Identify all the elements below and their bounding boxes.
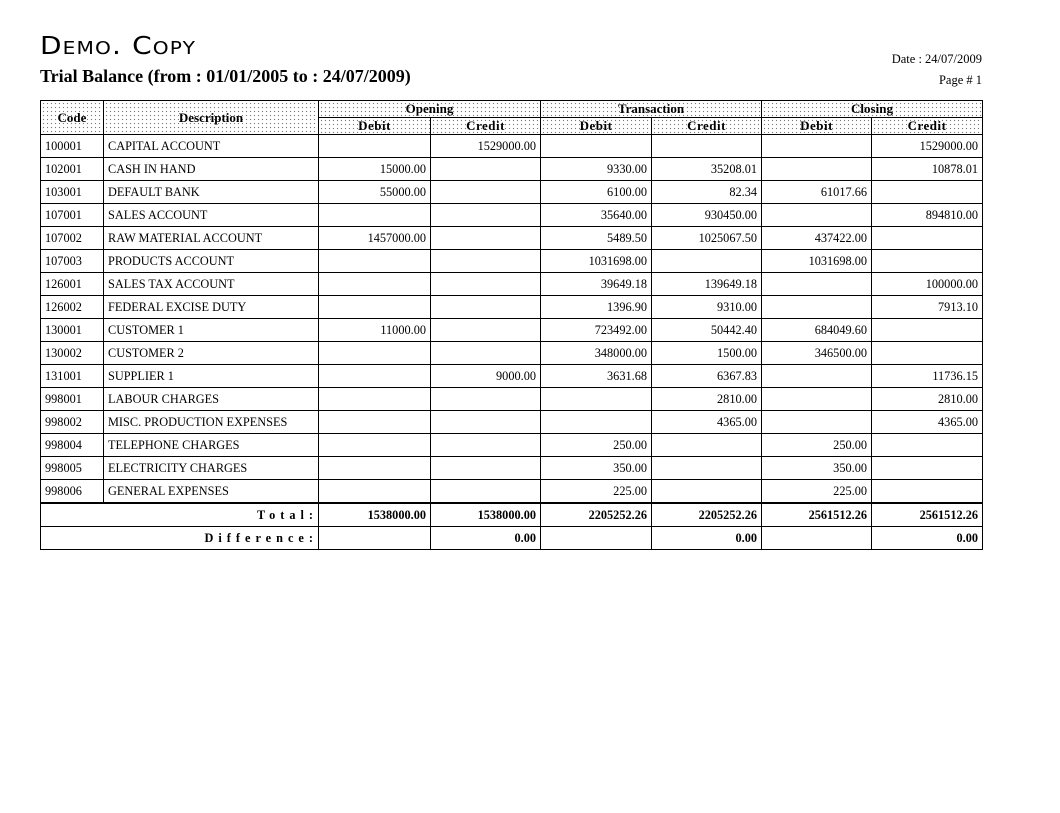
account-code: 130001 [41, 319, 104, 342]
transaction-debit: 350.00 [541, 457, 652, 480]
transaction-credit: 82.34 [652, 181, 762, 204]
opening-debit [319, 365, 431, 388]
account-description: TELEPHONE CHARGES [104, 434, 319, 457]
closing-credit: 1529000.00 [872, 135, 983, 158]
table-row [41, 434, 983, 457]
transaction-credit: 35208.01 [652, 158, 762, 181]
closing-credit: 11736.15 [872, 365, 983, 388]
opening-debit [319, 204, 431, 227]
transaction-debit: 1031698.00 [541, 250, 652, 273]
opening-debit [319, 457, 431, 480]
account-description: SALES ACCOUNT [104, 204, 319, 227]
closing-debit: 684049.60 [762, 319, 872, 342]
account-code: 998001 [41, 388, 104, 411]
transaction-credit: 4365.00 [652, 411, 762, 434]
transaction-debit: 5489.50 [541, 227, 652, 250]
opening-debit [319, 434, 431, 457]
transaction-debit: 723492.00 [541, 319, 652, 342]
page-number: Page # 1 [938, 73, 982, 87]
total-label: Total: [41, 503, 319, 527]
account-description: CASH IN HAND [104, 158, 319, 181]
opening-credit [431, 250, 541, 273]
account-description: CUSTOMER 1 [104, 319, 319, 342]
account-description: PRODUCTS ACCOUNT [104, 250, 319, 273]
difference-opening-debit [319, 527, 431, 550]
opening-debit [319, 250, 431, 273]
transaction-debit: 39649.18 [541, 273, 652, 296]
table-row [41, 181, 983, 204]
closing-debit: 61017.66 [762, 181, 872, 204]
account-description: CUSTOMER 2 [104, 342, 319, 365]
transaction-credit [652, 457, 762, 480]
opening-credit [431, 158, 541, 181]
account-code: 998005 [41, 457, 104, 480]
opening-debit [319, 388, 431, 411]
account-description: SUPPLIER 1 [104, 365, 319, 388]
transaction-debit: 225.00 [541, 480, 652, 504]
closing-credit: 2810.00 [872, 388, 983, 411]
closing-credit: 10878.01 [872, 158, 983, 181]
difference-transaction-credit: 0.00 [652, 527, 762, 550]
transaction-credit [652, 135, 762, 158]
opening-debit: 1457000.00 [319, 227, 431, 250]
opening-credit [431, 457, 541, 480]
total-closing-credit: 2561512.26 [872, 503, 983, 527]
closing-debit [762, 135, 872, 158]
account-description: CAPITAL ACCOUNT [104, 135, 319, 158]
table-row [41, 227, 983, 250]
account-code: 107001 [41, 204, 104, 227]
difference-label: Difference: [41, 527, 319, 550]
transaction-debit: 348000.00 [541, 342, 652, 365]
opening-debit [319, 135, 431, 158]
closing-credit [872, 342, 983, 365]
closing-credit: 7913.10 [872, 296, 983, 319]
table-row [41, 342, 983, 365]
closing-credit [872, 181, 983, 204]
account-code: 998004 [41, 434, 104, 457]
transaction-credit: 139649.18 [652, 273, 762, 296]
opening-debit [319, 411, 431, 434]
closing-credit [872, 434, 983, 457]
account-code: 998002 [41, 411, 104, 434]
transaction-debit-header: Debit [541, 118, 652, 135]
transaction-debit: 3631.68 [541, 365, 652, 388]
opening-credit-header: Credit [431, 118, 541, 135]
total-opening-credit: 1538000.00 [431, 503, 541, 527]
transaction-debit: 9330.00 [541, 158, 652, 181]
table-footer [41, 503, 983, 550]
closing-credit [872, 480, 983, 504]
total-closing-debit: 2561512.26 [762, 503, 872, 527]
table-row [41, 480, 983, 504]
closing-debit: 350.00 [762, 457, 872, 480]
opening-credit [431, 434, 541, 457]
table-row [41, 250, 983, 273]
difference-closing-debit [762, 527, 872, 550]
transaction-credit: 1025067.50 [652, 227, 762, 250]
closing-debit: 437422.00 [762, 227, 872, 250]
closing-debit [762, 388, 872, 411]
account-code: 107002 [41, 227, 104, 250]
transaction-credit [652, 480, 762, 504]
account-code: 126002 [41, 296, 104, 319]
account-description: GENERAL EXPENSES [104, 480, 319, 504]
transaction-credit [652, 434, 762, 457]
closing-debit [762, 158, 872, 181]
transaction-credit: 930450.00 [652, 204, 762, 227]
account-description: LABOUR CHARGES [104, 388, 319, 411]
transaction-debit [541, 411, 652, 434]
closing-debit [762, 296, 872, 319]
closing-debit [762, 365, 872, 388]
opening-debit [319, 273, 431, 296]
transaction-credit: 1500.00 [652, 342, 762, 365]
closing-credit [872, 319, 983, 342]
transaction-credit: 6367.83 [652, 365, 762, 388]
closing-credit [872, 457, 983, 480]
transaction-debit [541, 388, 652, 411]
account-code: 131001 [41, 365, 104, 388]
opening-credit: 1529000.00 [431, 135, 541, 158]
table-row [41, 158, 983, 181]
difference-opening-credit: 0.00 [431, 527, 541, 550]
opening-header: Opening [319, 101, 541, 118]
account-description: FEDERAL EXCISE DUTY [104, 296, 319, 319]
closing-debit: 346500.00 [762, 342, 872, 365]
transaction-debit [541, 135, 652, 158]
transaction-debit: 1396.90 [541, 296, 652, 319]
transaction-debit: 250.00 [541, 434, 652, 457]
transaction-credit: 2810.00 [652, 388, 762, 411]
trial-balance-table [40, 100, 983, 550]
opening-credit [431, 388, 541, 411]
closing-credit: 100000.00 [872, 273, 983, 296]
closing-debit: 1031698.00 [762, 250, 872, 273]
opening-credit [431, 342, 541, 365]
account-code: 103001 [41, 181, 104, 204]
opening-debit: 55000.00 [319, 181, 431, 204]
opening-debit: 15000.00 [319, 158, 431, 181]
table-row [41, 411, 983, 434]
closing-debit: 250.00 [762, 434, 872, 457]
account-code: 130002 [41, 342, 104, 365]
company-name: Demo. Copy [40, 31, 197, 60]
table-row [41, 319, 983, 342]
opening-credit [431, 273, 541, 296]
closing-debit [762, 273, 872, 296]
opening-credit [431, 319, 541, 342]
closing-credit: 4365.00 [872, 411, 983, 434]
closing-debit: 225.00 [762, 480, 872, 504]
table-row [41, 365, 983, 388]
account-code: 126001 [41, 273, 104, 296]
table-row [41, 296, 983, 319]
total-row [41, 503, 983, 527]
opening-credit [431, 411, 541, 434]
closing-debit [762, 411, 872, 434]
transaction-debit: 6100.00 [541, 181, 652, 204]
closing-debit-header: Debit [762, 118, 872, 135]
table-row [41, 388, 983, 411]
difference-transaction-debit [541, 527, 652, 550]
table-row [41, 273, 983, 296]
closing-credit: 894810.00 [872, 204, 983, 227]
closing-debit [762, 204, 872, 227]
opening-debit [319, 296, 431, 319]
transaction-debit: 35640.00 [541, 204, 652, 227]
difference-closing-credit: 0.00 [872, 527, 983, 550]
account-code: 100001 [41, 135, 104, 158]
account-code: 102001 [41, 158, 104, 181]
table-row [41, 457, 983, 480]
opening-credit [431, 204, 541, 227]
difference-row [41, 527, 983, 550]
total-transaction-credit: 2205252.26 [652, 503, 762, 527]
total-opening-debit: 1538000.00 [319, 503, 431, 527]
account-description: RAW MATERIAL ACCOUNT [104, 227, 319, 250]
table-body [41, 135, 983, 504]
report-title: Trial Balance (from : 01/01/2005 to : 24/07/2009) [40, 66, 411, 86]
closing-header: Closing [762, 101, 983, 118]
transaction-credit: 9310.00 [652, 296, 762, 319]
code-header: Code [41, 101, 104, 135]
account-code: 107003 [41, 250, 104, 273]
opening-debit [319, 342, 431, 365]
opening-debit: 11000.00 [319, 319, 431, 342]
table-row [41, 135, 983, 158]
account-description: ELECTRICITY CHARGES [104, 457, 319, 480]
account-code: 998006 [41, 480, 104, 504]
account-description: MISC. PRODUCTION EXPENSES [104, 411, 319, 434]
opening-credit: 9000.00 [431, 365, 541, 388]
closing-credit-header: Credit [872, 118, 983, 135]
table-row [41, 204, 983, 227]
account-description: SALES TAX ACCOUNT [104, 273, 319, 296]
total-transaction-debit: 2205252.26 [541, 503, 652, 527]
opening-debit-header: Debit [319, 118, 431, 135]
closing-credit [872, 250, 983, 273]
opening-credit [431, 181, 541, 204]
closing-credit [872, 227, 983, 250]
opening-credit [431, 480, 541, 504]
report-date: Date : 24/07/2009 [891, 52, 982, 66]
opening-credit [431, 296, 541, 319]
transaction-header: Transaction [541, 101, 762, 118]
description-header: Description [104, 101, 319, 135]
transaction-credit [652, 250, 762, 273]
opening-debit [319, 480, 431, 504]
transaction-credit-header: Credit [652, 118, 762, 135]
account-description: DEFAULT BANK [104, 181, 319, 204]
opening-credit [431, 227, 541, 250]
transaction-credit: 50442.40 [652, 319, 762, 342]
